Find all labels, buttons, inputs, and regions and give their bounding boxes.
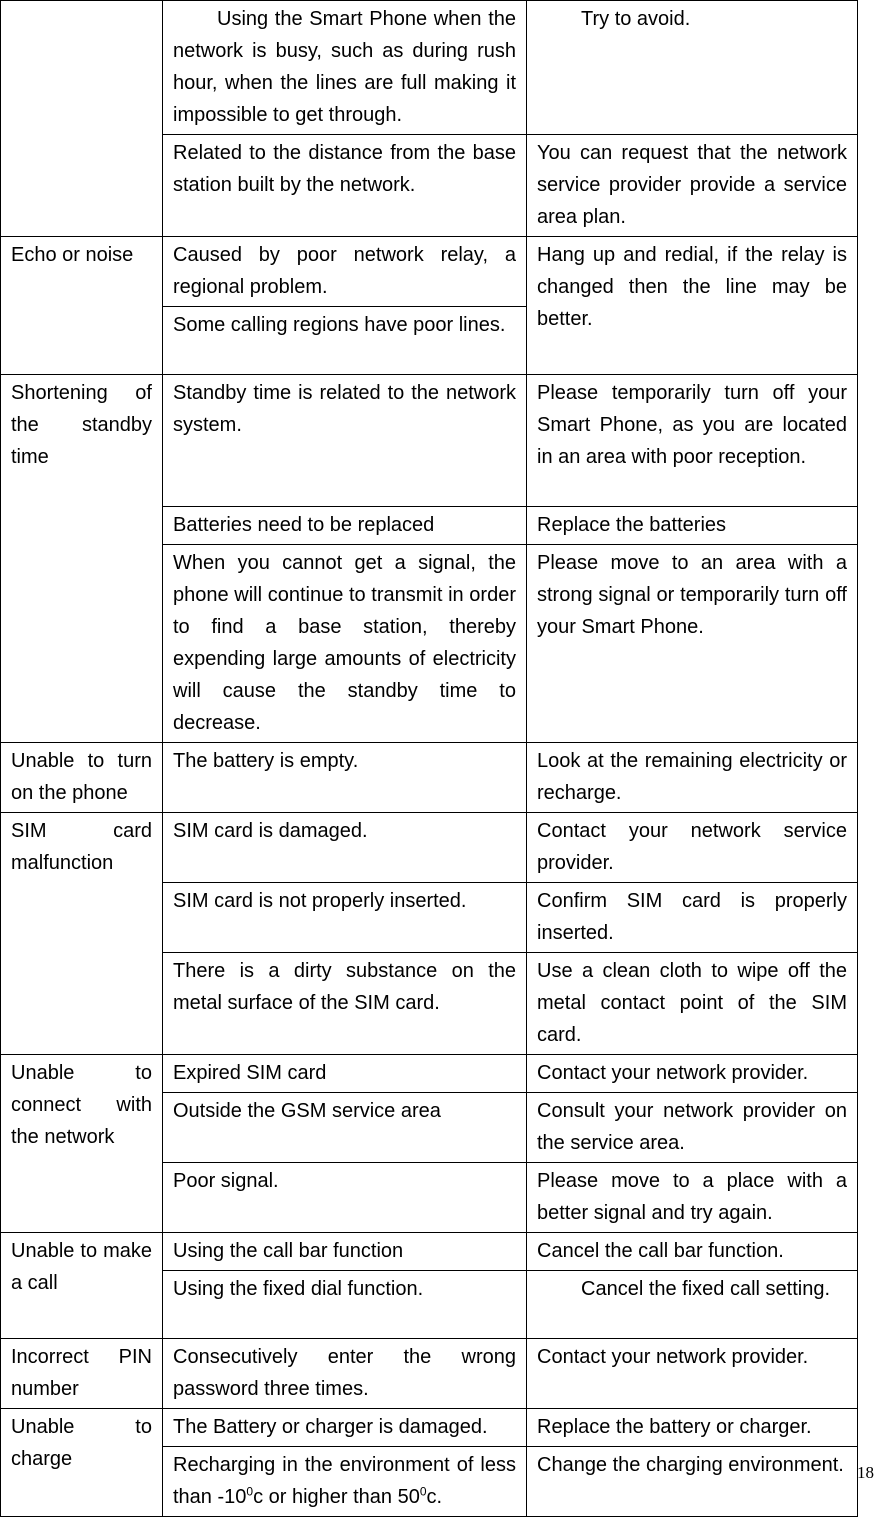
- superscript: 0: [419, 1484, 427, 1499]
- solution-cell: Hang up and redial, if the relay is changed then the line may be better.: [527, 237, 858, 375]
- cause-cell: The battery is empty.: [163, 743, 527, 813]
- solution-cell: Look at the remaining electricity or recharge.: [527, 743, 858, 813]
- problem-cell: SIM card malfunction: [1, 813, 163, 1055]
- solution-cell: Please move to a place with a better signal and try again.: [527, 1163, 858, 1233]
- problem-cell: Unable to turn on the phone: [1, 743, 163, 813]
- solution-cell: Please move to an area with a strong signal or temporarily turn off your Smart Phone.: [527, 545, 858, 743]
- table-row: [1, 1339, 858, 1409]
- cause-cell: Outside the GSM service area: [163, 1093, 527, 1163]
- solution-cell: Confirm SIM card is properly inserted.: [527, 883, 858, 953]
- superscript: 0: [246, 1484, 254, 1499]
- cause-text: c or higher than 50: [253, 1486, 420, 1508]
- solution-cell: Try to avoid.: [527, 1, 858, 135]
- table-row: [1, 1, 858, 135]
- solution-cell: Use a clean cloth to wipe off the metal contact point of the SIM card.: [527, 953, 858, 1055]
- problem-cell: Incorrect PIN number: [1, 1339, 163, 1409]
- cause-cell: SIM card is damaged.: [163, 813, 527, 883]
- cause-cell: Using the call bar function: [163, 1233, 527, 1271]
- page-number: 18: [857, 1463, 874, 1482]
- cause-cell: SIM card is not properly inserted.: [163, 883, 527, 953]
- problem-cell: Unable to connect with the network: [1, 1055, 163, 1233]
- cause-cell: Expired SIM card: [163, 1055, 527, 1093]
- solution-cell: Consult your network provider on the service area.: [527, 1093, 858, 1163]
- table-row: [1, 813, 858, 883]
- problem-cell: Echo or noise: [1, 237, 163, 375]
- table-row: [1, 375, 858, 507]
- cause-cell: The Battery or charger is damaged.: [163, 1409, 527, 1447]
- solution-cell: Cancel the call bar function.: [527, 1233, 858, 1271]
- solution-cell: Change the charging environment.: [527, 1447, 858, 1517]
- cause-cell: Batteries need to be replaced: [163, 507, 527, 545]
- solution-cell: You can request that the network service provider provide a service area plan.: [527, 135, 858, 237]
- table-row: [1, 1233, 858, 1271]
- solution-cell: Contact your network service provider.: [527, 813, 858, 883]
- problem-cell: Shortening of the standby time: [1, 375, 163, 743]
- cause-cell: Consecutively enter the wrong password three times.: [163, 1339, 527, 1409]
- cause-cell: Related to the distance from the base station built by the network.: [163, 135, 527, 237]
- problem-cell: Unable to charge: [1, 1409, 163, 1517]
- cause-cell: Using the fixed dial function.: [163, 1271, 527, 1339]
- problem-cell: Unable to make a call: [1, 1233, 163, 1339]
- solution-cell: Please temporarily turn off your Smart Phone, as you are located in an area with poor reception.: [527, 375, 858, 507]
- cause-text: Recharging in the environment of less than -10: [173, 1454, 516, 1508]
- solution-cell: Contact your network provider.: [527, 1055, 858, 1093]
- cause-cell: Some calling regions have poor lines.: [163, 307, 527, 375]
- cause-cell: Caused by poor network relay, a regional problem.: [163, 237, 527, 307]
- table-row: [1, 743, 858, 813]
- problem-cell: [1, 1, 163, 237]
- cause-cell: Poor signal.: [163, 1163, 527, 1233]
- cause-cell: [163, 1447, 527, 1517]
- cause-cell: Standby time is related to the network system.: [163, 375, 527, 507]
- table-row: [1, 237, 858, 307]
- solution-cell: Replace the battery or charger.: [527, 1409, 858, 1447]
- table-row: [1, 1409, 858, 1447]
- solution-cell: Contact your network provider.: [527, 1339, 858, 1409]
- table-row: [1, 1055, 858, 1093]
- cause-cell: When you cannot get a signal, the phone will continue to transmit in order to find a base station, thereby expending large amounts of electricity will cause the standby time to decrease.: [163, 545, 527, 743]
- cause-cell: Using the Smart Phone when the network is busy, such as during rush hour, when the lines are full making it impossible to get through.: [163, 1, 527, 135]
- solution-cell: Cancel the fixed call setting.: [527, 1271, 858, 1339]
- cause-text: c.: [426, 1486, 443, 1508]
- solution-cell: Replace the batteries: [527, 507, 858, 545]
- cause-cell: There is a dirty substance on the metal surface of the SIM card.: [163, 953, 527, 1055]
